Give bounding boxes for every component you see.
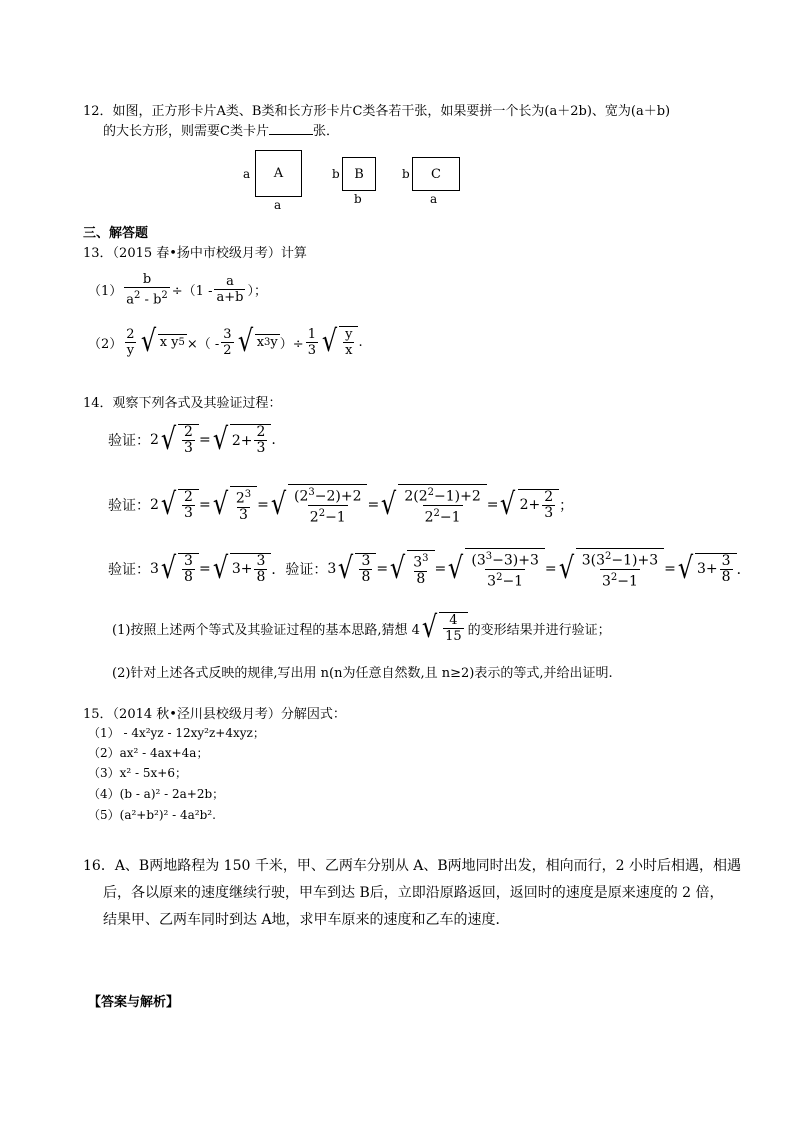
verify-label: 验证： xyxy=(108,433,150,449)
fraction: $\frac{a}{a+b}$ xyxy=(216,274,244,306)
q15-item: （3）x² - 5x+6； xyxy=(88,766,187,780)
q13-part1: （1） $\frac{b}{a^2 - b^2}$ ÷（1 - $\frac{a}{a+b}$ ）； xyxy=(88,272,267,308)
q12-line2-text: 的大长方形，则需要C类卡片 xyxy=(103,124,269,139)
answer-blank xyxy=(269,123,313,135)
q14-question1: (1)按照上述两个等式及其验证过程的基本思路,猜想 4 √ $\frac{4}{15}$ 的变形结果并进行验证； xyxy=(112,610,611,645)
q15-item: （5）(a²+b²)² - 4a²b². xyxy=(88,808,216,822)
q15-item: （4）(b - a)² - 2a+2b； xyxy=(88,787,225,801)
q14-q1-text: (1)按照上述两个等式及其验证过程的基本思路,猜想 4 xyxy=(112,622,420,638)
q14-q1-tail: 的变形结果并进行验证； xyxy=(467,622,611,638)
q16-line2: 后，各以原来的速度继续行驶，甲车到达 B后，立即沿原路返回，返回时的速度是原来速度的 2 倍， xyxy=(103,885,724,901)
q16-line3: 结果甲、乙两车同时到达 A地，求甲车原来的速度和乙车的速度． xyxy=(103,912,510,928)
q14-eq1: 验证： 2 √ $\frac{2}{3}$ = √ 2+ $\frac{2}{3}$ . xyxy=(108,422,276,457)
q13-title: 13．（2015 春•扬中市校级月考）计算 xyxy=(83,246,307,261)
q13-part2: （2） $\frac{2}{y}$ √ x y 5 ×（ - $\frac{3}{2}$ √ x 3 y ）÷ $\frac{1}{3}$ √ $\frac{y}{x}$ . xyxy=(88,324,363,359)
card-a-label: A xyxy=(273,166,284,181)
verify-label: 验证： xyxy=(285,561,328,578)
q15-item: （1） - 4x²yz - 12xy²z+4xyz； xyxy=(88,726,265,740)
q13-part1-label: （1） xyxy=(88,284,123,300)
q14-title: 14．观察下列各式及其验证过程： xyxy=(83,396,282,411)
card-c-side-label: b xyxy=(402,167,410,181)
section-heading: 三、解答题 xyxy=(83,226,149,241)
card-b-label: B xyxy=(354,166,364,182)
card-c xyxy=(412,157,460,191)
q14-eq3: 验证： 3 √ $\frac{3}{8}$ = √ 3+ $\frac{3}{8}$ ． 验证： 3 √ $\frac{3}{8}$ = √ $\frac{3^3}{8}$ = √ $\frac{(3^3-3)+3}{3^2-1}$ = √ $\frac{3(3^2-1)+3}{3^2-1}$ = √ 3+ $\frac{3}{8}$ ． xyxy=(108,548,751,589)
card-a-bottom-label: a xyxy=(274,198,282,212)
card-b-bottom-label: b xyxy=(354,192,362,206)
fraction: $\frac{b}{a^2 - b^2}$ xyxy=(126,272,168,308)
card-a-side-label: a xyxy=(243,167,251,181)
q12-line1: 12．如图，正方形卡片A类、B类和长方形卡片C类各若干张，如果要拼一个长为(a＋2b)、宽为(a＋b) xyxy=(83,104,671,119)
q16-line1: 16．A、B两地路程为 150 千米，甲、乙两车分别从 A、B两地同时出发，相向而行，2 小时后相遇，相遇 xyxy=(83,858,742,874)
card-b xyxy=(342,157,376,191)
verify-label: 验证： xyxy=(108,497,150,514)
q13-part2-label: （2） xyxy=(88,336,123,352)
card-c-label: C xyxy=(431,166,441,182)
q15-title: 15．（2014 秋•泾川县校级月考）分解因式： xyxy=(83,707,346,722)
card-b-side-label: b xyxy=(332,167,340,181)
q14-eq2: 验证： 2 √ $\frac{2}{3}$ = √ $\frac{2^3}{3}$ = √ $\frac{(2^3-2)+2}{2^2-1}$ = √ $\frac{2(2^2-1)+2}{2^2-1}$ = √ 2+ $\frac{2}{3}$ ； xyxy=(108,484,573,525)
q12-line2 xyxy=(103,120,339,139)
card-a xyxy=(255,150,302,197)
answer-header: 【答案与解析】 xyxy=(88,995,180,1010)
q14-question2: (2)针对上述各式反映的规律,写出用 n(n为任意自然数,且 n≥2)表示的等式,并给出证明. xyxy=(112,666,613,681)
q15-item: （2）ax² - 4ax+4a； xyxy=(88,746,209,760)
verify-label: 验证： xyxy=(108,561,150,578)
card-c-bottom-label: a xyxy=(430,192,438,206)
q12-line2-tail: 张． xyxy=(312,124,339,139)
